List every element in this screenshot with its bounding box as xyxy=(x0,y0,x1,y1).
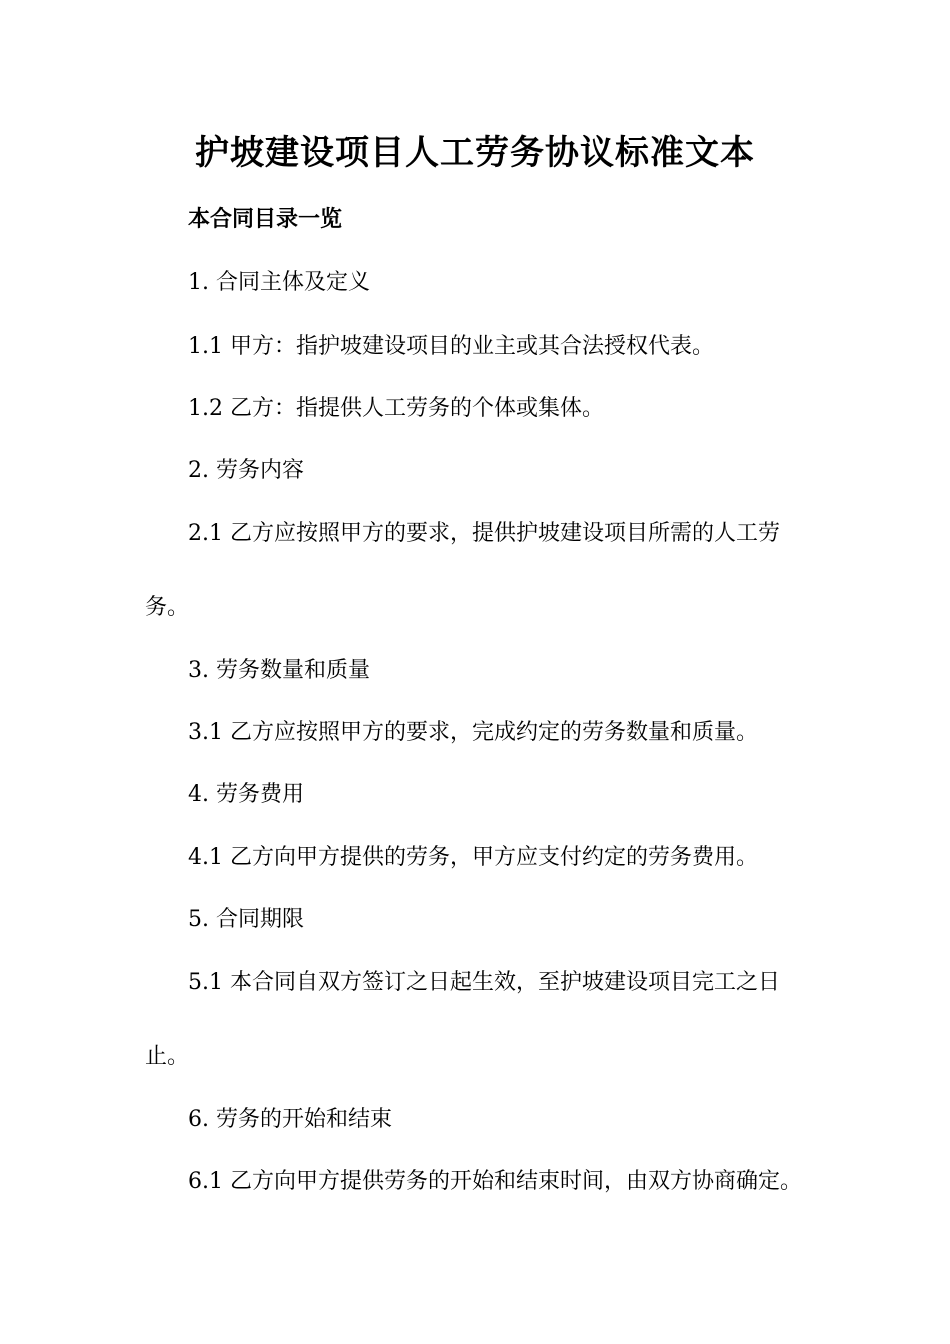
section-heading: 5. 合同期限 xyxy=(188,907,304,932)
section-heading: 4. 劳务费用 xyxy=(188,782,304,807)
clause-text: 1.1 甲方：指护坡建设项目的业主或其合法授权代表。 xyxy=(188,334,714,359)
section-heading: 3. 劳务数量和质量 xyxy=(188,658,370,683)
clause-text: 3.1 乙方应按照甲方的要求，完成约定的劳务数量和质量。 xyxy=(188,720,758,745)
clause-text: 5.1 本合同自双方签订之日起生效，至护坡建设项目完工之日 xyxy=(188,970,780,995)
clause-text: 6.1 乙方向甲方提供劳务的开始和结束时间，由双方协商确定。 xyxy=(188,1169,802,1194)
section-heading: 1. 合同主体及定义 xyxy=(188,270,370,295)
clause-text: 1.2 乙方：指提供人工劳务的个体或集体。 xyxy=(188,396,604,421)
section-heading: 6. 劳务的开始和结束 xyxy=(188,1107,392,1132)
document-title: 护坡建设项目人工劳务协议标准文本 xyxy=(195,133,755,173)
section-heading: 2. 劳务内容 xyxy=(188,458,304,483)
clause-text-continuation: 务。 xyxy=(145,595,190,620)
clause-text: 2.1 乙方应按照甲方的要求，提供护坡建设项目所需的人工劳 xyxy=(188,521,780,546)
toc-heading: 本合同目录一览 xyxy=(188,207,343,232)
clause-text: 4.1 乙方向甲方提供的劳务，甲方应支付约定的劳务费用。 xyxy=(188,845,758,870)
clause-text-continuation: 止。 xyxy=(145,1044,190,1069)
